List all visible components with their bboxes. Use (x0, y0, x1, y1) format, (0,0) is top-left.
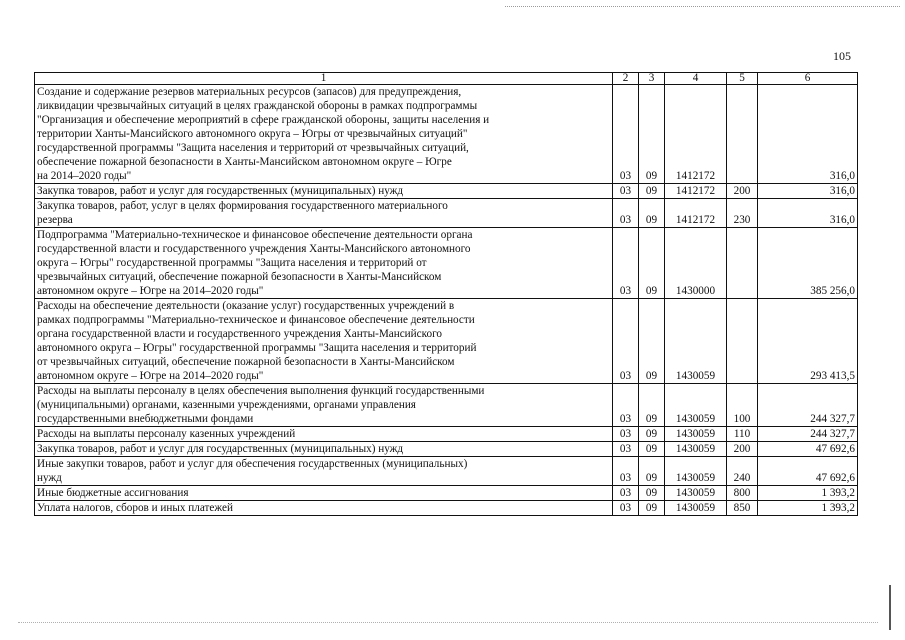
row-amount: 1 393,2 (758, 501, 858, 516)
table-row (35, 486, 858, 501)
row-description: Подпрограмма "Материально-техническое и финансовое обеспечение деятельности органа государственной власти и государственного учреждения Ханты-Мансийского автономного округа – Югры" государственной программы "Защита населения и территорий от чрезвычайных ситуаций, обеспечение пожарной безопасности в Ханты-Мансийском автономном округе – Югре на 2014–2020 годы" (35, 228, 613, 299)
row-section-code: 03 (613, 501, 639, 516)
table-row (35, 501, 858, 516)
row-expense-type-code: 800 (727, 486, 758, 501)
row-description: Закупка товаров, работ и услуг для государственных (муниципальных) нужд (35, 184, 613, 199)
row-subsection-code: 09 (639, 442, 665, 457)
table-row (35, 184, 858, 199)
header-col-target-code: 4 (665, 73, 727, 85)
row-target-code: 1430059 (665, 501, 727, 516)
row-expense-type-code (727, 299, 758, 384)
row-description: Расходы на выплаты персоналу в целях обеспечения выполнения функций государственными (муниципальными) органами, казенными учреждениями, органами управления государственными внебюджетными фондами (35, 384, 613, 427)
row-amount: 244 327,7 (758, 427, 858, 442)
row-description: Закупка товаров, работ и услуг для государственных (муниципальных) нужд (35, 442, 613, 457)
row-target-code: 1412172 (665, 184, 727, 199)
table-row (35, 199, 858, 228)
row-expense-type-code: 240 (727, 457, 758, 486)
row-section-code: 03 (613, 486, 639, 501)
row-subsection-code: 09 (639, 501, 665, 516)
row-section-code: 03 (613, 427, 639, 442)
row-target-code: 1430059 (665, 486, 727, 501)
row-amount: 293 413,5 (758, 299, 858, 384)
row-amount: 47 692,6 (758, 457, 858, 486)
row-amount: 316,0 (758, 85, 858, 184)
row-description: Расходы на выплаты персоналу казенных учреждений (35, 427, 613, 442)
row-expense-type-code: 200 (727, 184, 758, 199)
row-section-code: 03 (613, 85, 639, 184)
row-subsection-code: 09 (639, 184, 665, 199)
table-row (35, 85, 858, 184)
header-col-expense-type: 5 (727, 73, 758, 85)
row-expense-type-code: 100 (727, 384, 758, 427)
table-body (35, 85, 858, 516)
budget-table (34, 72, 858, 516)
row-subsection-code: 09 (639, 199, 665, 228)
row-section-code: 03 (613, 442, 639, 457)
row-amount: 316,0 (758, 199, 858, 228)
row-description: Иные бюджетные ассигнования (35, 486, 613, 501)
row-target-code: 1430059 (665, 384, 727, 427)
row-section-code: 03 (613, 384, 639, 427)
row-description: Уплата налогов, сборов и иных платежей (35, 501, 613, 516)
row-subsection-code: 09 (639, 299, 665, 384)
header-col-subsection: 3 (639, 73, 665, 85)
row-target-code: 1430059 (665, 427, 727, 442)
row-subsection-code: 09 (639, 457, 665, 486)
row-subsection-code: 09 (639, 427, 665, 442)
row-amount: 385 256,0 (758, 228, 858, 299)
row-description: Закупка товаров, работ, услуг в целях формирования государственного материального резерва (35, 199, 613, 228)
table-row (35, 457, 858, 486)
row-description: Создание и содержание резервов материальных ресурсов (запасов) для предупреждения, ликвидации чрезвычайных ситуаций в целях гражданской обороны в рамках подпрограммы "Организация и обеспечение мероприятий в сфере гражданской обороны, защиты населения и территории Ханты-Мансийского автономного округа – Югры от чрезвычайных ситуаций" государственной программы "Защита населения и территорий от чрезвычайных ситуаций, обеспечение пожарной безопасности в Ханты-Мансийском автономном округе – Югре на 2014–2020 годы" (35, 85, 613, 184)
header-col-name: 1 (35, 73, 613, 85)
scan-edge-bottom (18, 622, 878, 623)
row-expense-type-code: 230 (727, 199, 758, 228)
table-header-row (35, 73, 858, 85)
row-expense-type-code: 110 (727, 427, 758, 442)
row-target-code: 1412172 (665, 85, 727, 184)
row-amount: 47 692,6 (758, 442, 858, 457)
row-amount: 1 393,2 (758, 486, 858, 501)
row-subsection-code: 09 (639, 85, 665, 184)
table-row (35, 427, 858, 442)
row-section-code: 03 (613, 184, 639, 199)
row-amount: 244 327,7 (758, 384, 858, 427)
row-target-code: 1430059 (665, 442, 727, 457)
row-description: Иные закупки товаров, работ и услуг для обеспечения государственных (муниципальных) нужд (35, 457, 613, 486)
row-amount: 316,0 (758, 184, 858, 199)
scan-edge-right (889, 585, 891, 630)
row-description: Расходы на обеспечение деятельности (оказание услуг) государственных учреждений в рамках подпрограммы "Материально-техническое и финансовое обеспечение деятельности органа государственной власти и государственного учреждения Ханты-Мансийского автономного округа – Югры" государственной программы "Защита населения и территорий от чрезвычайных ситуаций, обеспечение пожарной безопасности в Ханты-Мансийском автономном округе – Югре на 2014–2020 годы" (35, 299, 613, 384)
table-row (35, 299, 858, 384)
row-expense-type-code (727, 85, 758, 184)
row-subsection-code: 09 (639, 384, 665, 427)
header-col-section: 2 (613, 73, 639, 85)
row-subsection-code: 09 (639, 486, 665, 501)
row-section-code: 03 (613, 199, 639, 228)
row-target-code: 1430059 (665, 457, 727, 486)
row-target-code: 1430059 (665, 299, 727, 384)
row-section-code: 03 (613, 228, 639, 299)
row-target-code: 1412172 (665, 199, 727, 228)
row-expense-type-code (727, 228, 758, 299)
row-target-code: 1430000 (665, 228, 727, 299)
row-section-code: 03 (613, 299, 639, 384)
table-row (35, 228, 858, 299)
page-number: 105 (833, 49, 851, 63)
scan-edge-top (505, 6, 900, 7)
row-expense-type-code: 850 (727, 501, 758, 516)
row-section-code: 03 (613, 457, 639, 486)
header-col-amount: 6 (758, 73, 858, 85)
table-row (35, 442, 858, 457)
table-row (35, 384, 858, 427)
row-subsection-code: 09 (639, 228, 665, 299)
row-expense-type-code: 200 (727, 442, 758, 457)
